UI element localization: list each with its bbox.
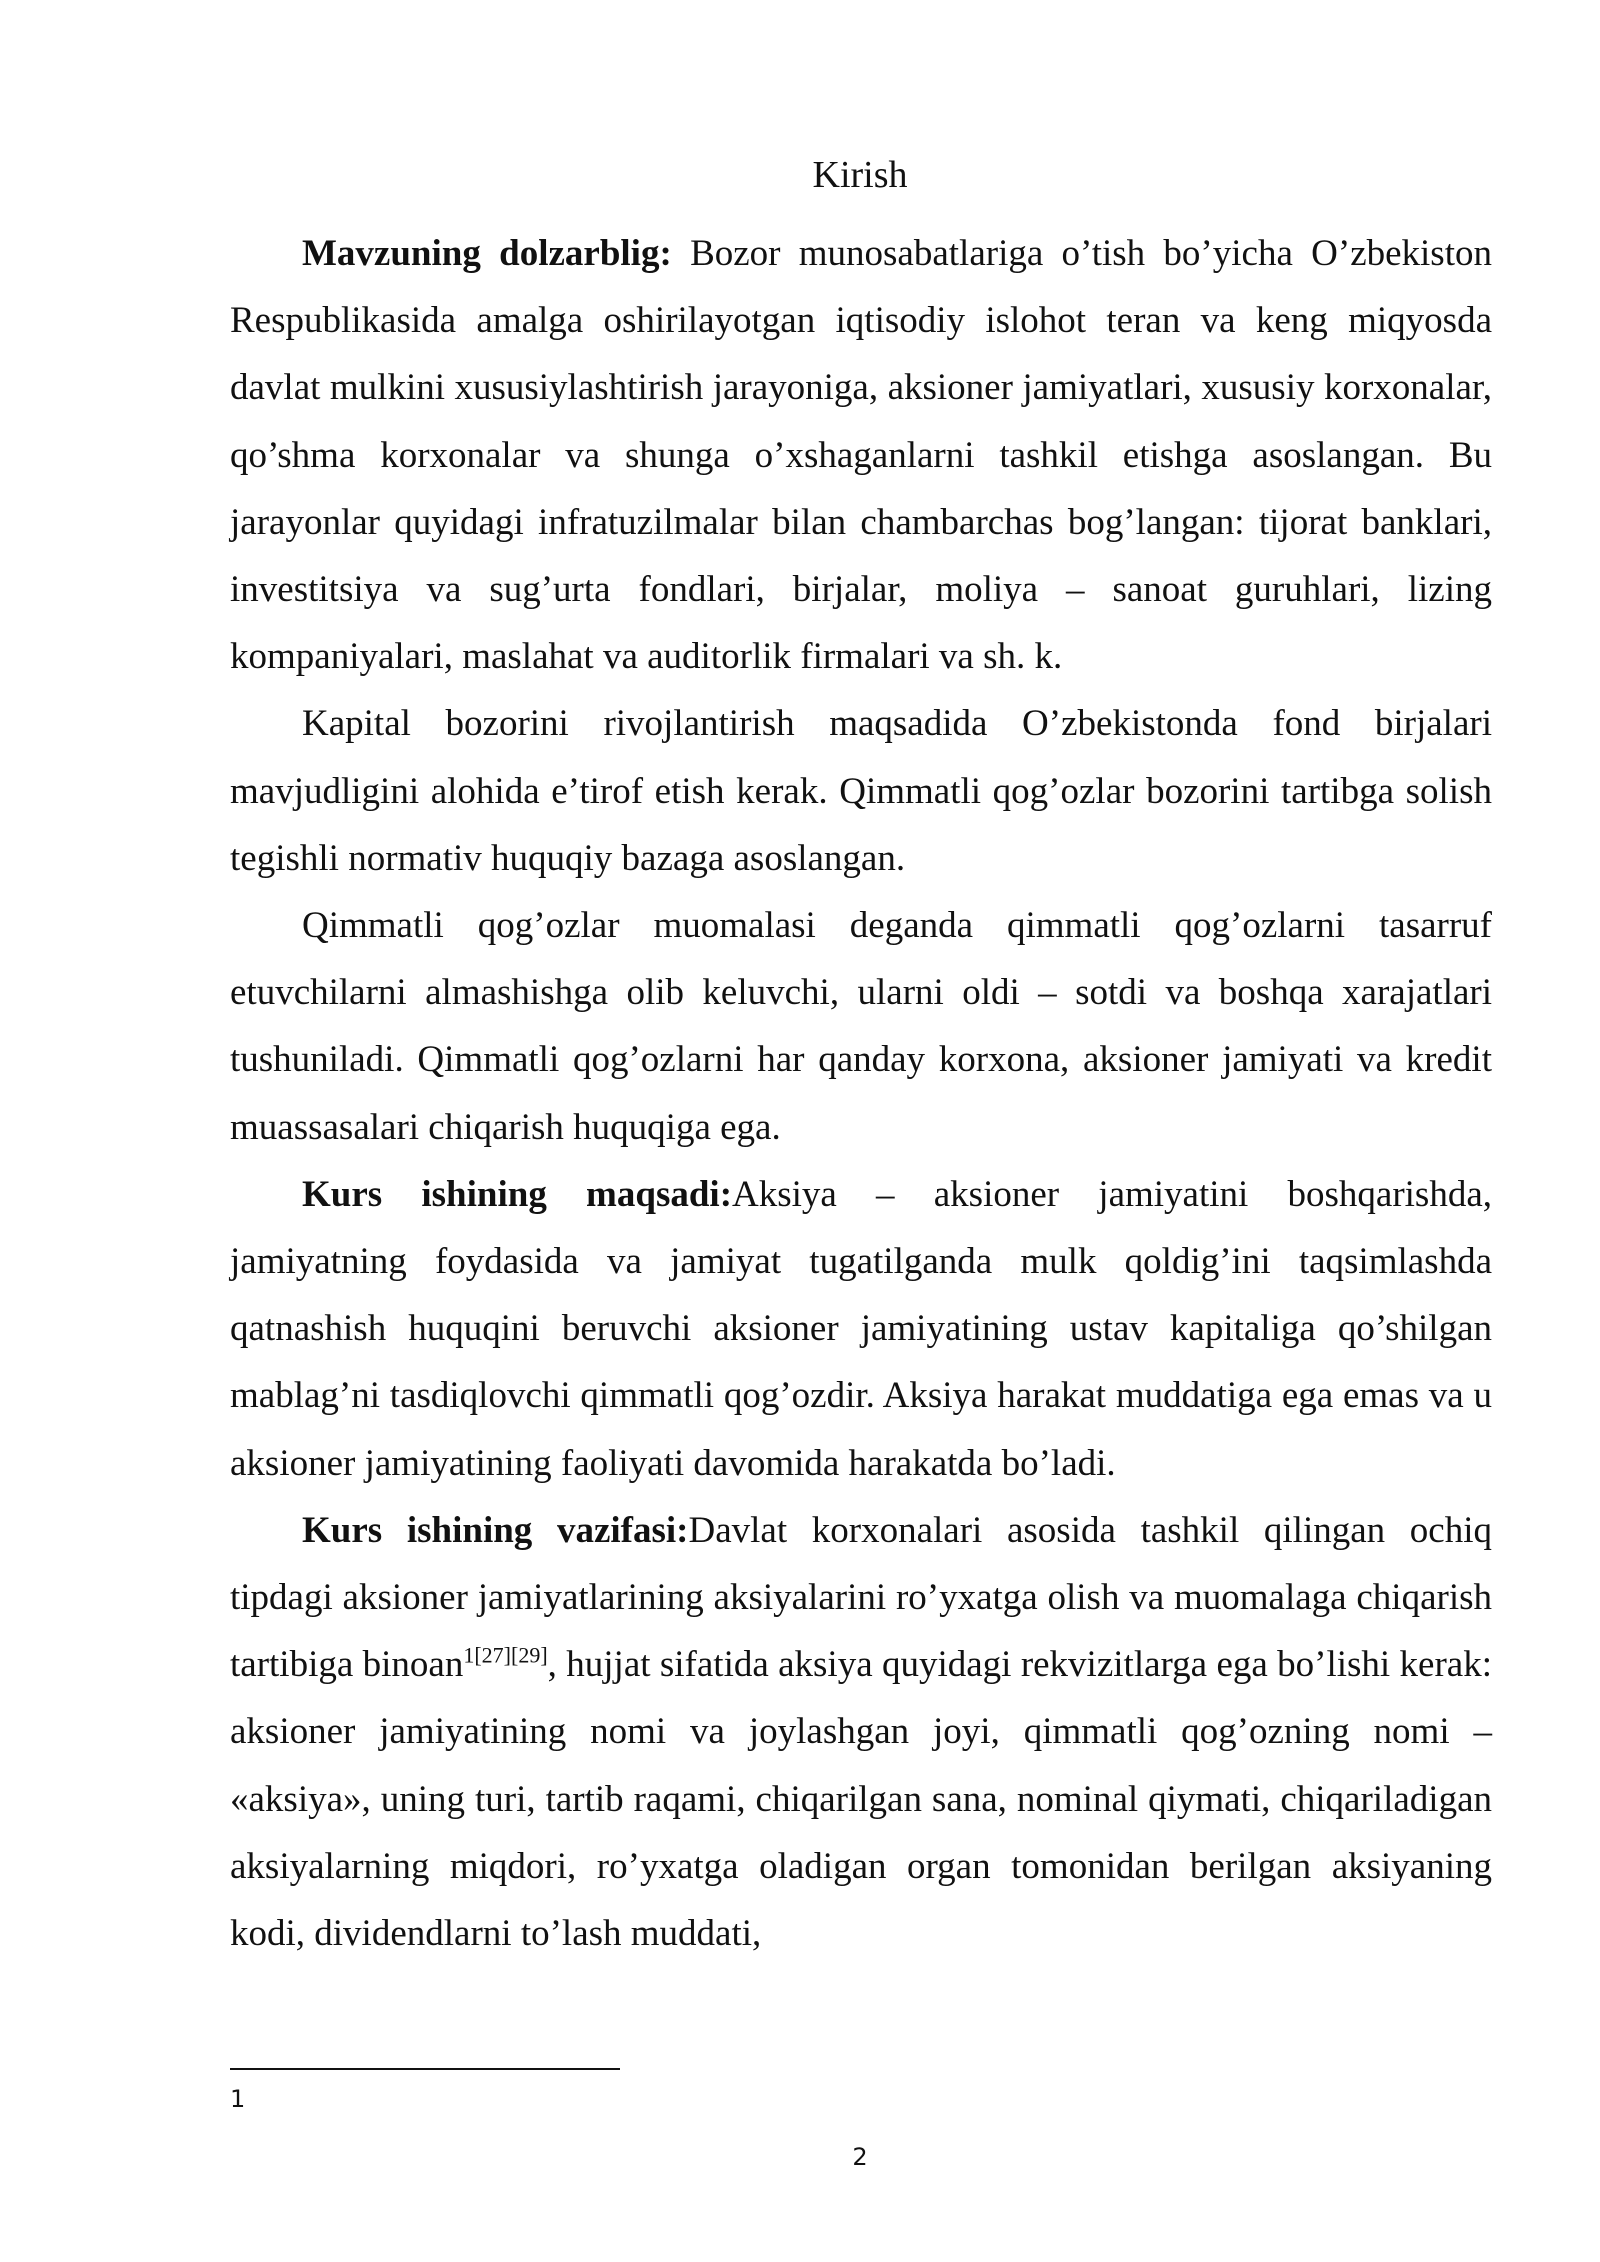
paragraph-course-tasks <box>230 1497 1492 1967</box>
paragraph-label: Kurs ishining maqsadi: <box>302 1173 733 1215</box>
paragraph-relevance <box>230 220 1492 690</box>
paragraph-course-goal <box>230 1161 1492 1497</box>
footnote-number: 1 <box>230 2085 246 2113</box>
footnote-separator <box>230 2068 620 2070</box>
paragraph-label: Kurs ishining vazifasi: <box>302 1509 689 1551</box>
paragraph-capital-market <box>230 690 1492 892</box>
paragraph-text: , hujjat sifatida aksiya quyidagi rekvizitlarga ega bo’lishi kerak: aksioner jamiyatining nomi va joylashgan joyi, qimmatli qog’ozning nomi – «aksiya», uning turi, tartib raqami, chiqarilgan sana, nominal qiymati, chiqariladigan aksiyalarning miqdori, ro’yxatga oladigan organ tomonidan berilgan aksiyaning kodi, dividendlarni to’lash muddati, <box>230 1644 1492 1955</box>
paragraph-securities-circulation <box>230 892 1492 1161</box>
paragraph-label: Mavzuning dolzarblig: <box>302 233 672 274</box>
paragraph-text: Aksiya – aksioner jamiyatini boshqarishda, jamiyatning foydasida va jamiyat tugatilganda mulk qoldig’ini taqsimlashda qatnashish huquqini beruvchi aksioner jamiyatining ustav kapitaliga qo’shilgan mablag’ni tasdiqlovchi qimmatli qog’ozdir. Aksiya harakat muddatiga ega emas va u aksioner jamiyatining faoliyati davomida harakatda bo’ladi. <box>230 1173 1492 1484</box>
footnote-reference[interactable]: 1[27][29] <box>463 1642 548 1668</box>
paragraph-text: Bozor munosabatlariga o’tish bo’yicha O’zbekiston Respublikasida amalga oshirilayotgan iqtisodiy islohot teran va keng miqyosda davlat mulkini xususiylashtirish jarayoniga, aksioner jamiyatlari, xususiy korxonalar, qo’shma korxonalar va shunga o’xshaganlarni tashkil etishga asoslangan. Bu jarayonlar quyidagi infratuzilmalar bilan chambarchas bog’langan: tijorat banklari, investitsiya va sug’urta fondlari, birjalar, moliya – sanoat guruhlari, lizing kompaniyalari, maslahat va auditorlik firmalari va sh. k. <box>230 233 1492 678</box>
page-heading: Kirish <box>812 154 908 196</box>
paragraph-text: Davlat korxonalari asosida tashkil qilingan ochiq tipdagi aksioner jamiyatlarining aksiyalarini ro’yxatga olish va muomalaga chiqarish tartibiga binoan <box>230 1509 1492 1686</box>
page-number: 2 <box>852 2143 868 2171</box>
body-text <box>230 220 1492 1967</box>
paragraph-text: Kapital bozorini rivojlantirish maqsadida O’zbekistonda fond birjalari mavjudligini alohida e’tirof etish kerak. Qimmatli qog’ozlar bozorini tartibga solish tegishli normativ huquqiy bazaga asoslangan. <box>230 703 1492 879</box>
paragraph-text: Qimmatli qog’ozlar muomalasi deganda qimmatli qog’ozlarni tasarruf etuvchilarni almashishga olib keluvchi, ularni oldi – sotdi va boshqa xarajatlari tushuniladi. Qimmatli qog’ozlarni har qanday korxona, aksioner jamiyati va kredit muassasalari chiqarish huquqiga ega. <box>230 905 1492 1148</box>
